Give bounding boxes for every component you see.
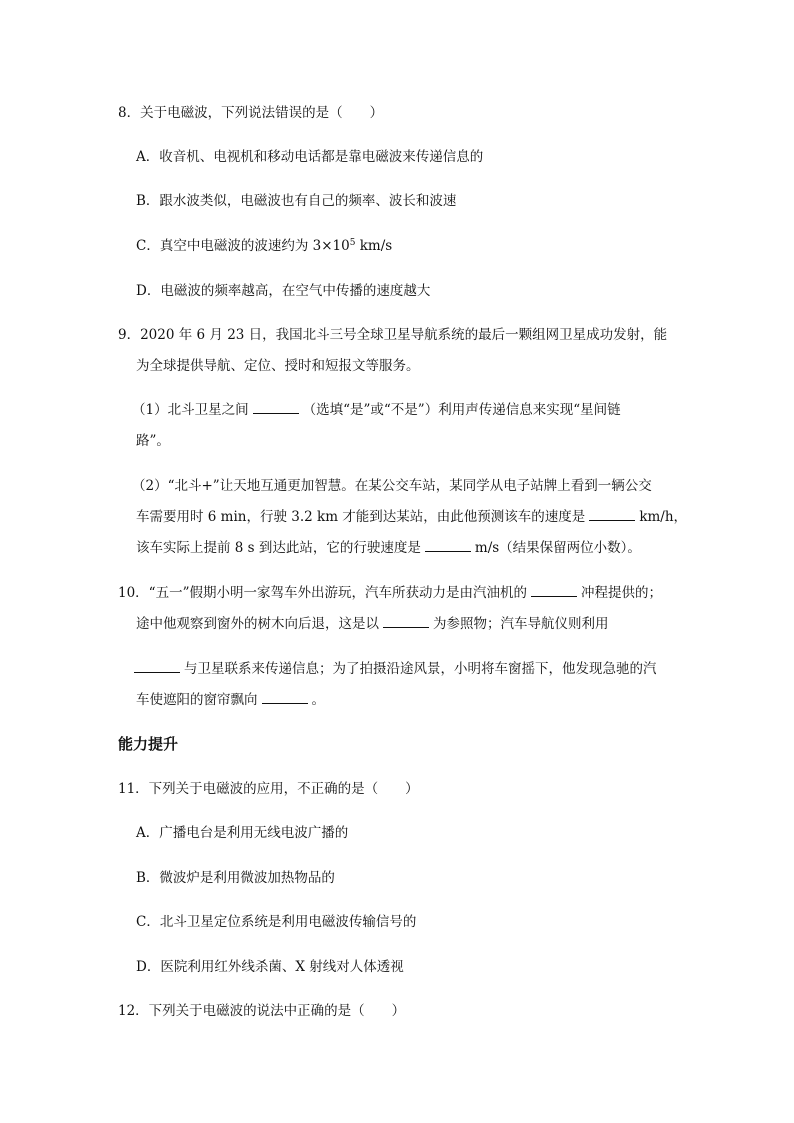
question-11-option-b: B．微波炉是利用微波加热物品的 bbox=[136, 870, 335, 886]
part2-text-d: m/s（结果保留两位小数）。 bbox=[474, 540, 641, 556]
option-c-text: C．真空中电磁波的波速约为 3×10 bbox=[136, 238, 350, 254]
answer-blank bbox=[531, 584, 577, 597]
answer-blank bbox=[253, 401, 299, 414]
question-10-line4 bbox=[136, 691, 325, 709]
question-9-part2-line1: （2）“北斗+”让天地互通更加智慧。在某公交车站，某同学从电子站牌上看到一辆公交 bbox=[132, 478, 652, 494]
q10-text-g: 。 bbox=[311, 692, 325, 708]
answer-blank bbox=[134, 660, 180, 673]
part1-text-b: （选填“是”或“不是”）利用声传递信息来实现“星间链 bbox=[302, 402, 621, 418]
answer-blank bbox=[589, 508, 635, 521]
q10-text-b: 冲程提供的； bbox=[580, 585, 662, 601]
question-8-option-a: A．收音机、电视机和移动电话都是靠电磁波来传递信息的 bbox=[136, 149, 484, 165]
part1-text-a: （1）北斗卫星之间 bbox=[132, 402, 249, 418]
question-9-part1-line1 bbox=[132, 401, 621, 419]
question-12-stem: 12．下列关于电磁波的说法中正确的是（ ） bbox=[118, 1003, 406, 1019]
question-9-part2-line3 bbox=[136, 539, 641, 557]
q10-text-e: 与卫星联系来传递信息；为了拍摄沿途风景，小明将车窗摇下，他发现急驰的汽 bbox=[184, 661, 657, 677]
question-11-stem: 11．下列关于电磁波的应用，不正确的是（ ） bbox=[118, 781, 419, 797]
question-9-stem-line2: 为全球提供导航、定位、授时和短报文等服务。 bbox=[136, 358, 420, 374]
option-c-unit: km/s bbox=[355, 238, 393, 254]
exponent: 5 bbox=[349, 238, 356, 248]
question-9-stem-line1: 9．2020 年 6 月 23 日，我国北斗三号全球卫星导航系统的最后一颗组网卫星成功发射，能 bbox=[118, 327, 668, 343]
question-11-option-a: A．广播电台是利用无线电波广播的 bbox=[136, 825, 349, 841]
question-9-part1-line2: 路”。 bbox=[136, 433, 170, 449]
answer-blank bbox=[383, 615, 429, 628]
part2-text-c: 该车实际上提前 8 s 到达此站，它的行驶速度是 bbox=[136, 540, 421, 556]
question-8-option-d: D．电磁波的频率越高，在空气中传播的速度越大 bbox=[136, 283, 431, 299]
part2-text-b: km/h， bbox=[639, 509, 688, 525]
q10-text-a: 10．“五一”假期小明一家驾车外出游玩，汽车所获动力是由汽油机的 bbox=[118, 585, 527, 601]
section-title: 能力提升 bbox=[118, 735, 179, 753]
q10-text-d: 为参照物；汽车导航仪则利用 bbox=[433, 616, 609, 632]
question-8-option-c bbox=[136, 237, 392, 255]
question-8-option-b: B．跟水波类似，电磁波也有自己的频率、波长和波速 bbox=[136, 193, 457, 209]
q10-text-f: 车使遮阳的窗帘飘向 bbox=[136, 692, 258, 708]
question-8-stem: 8．关于电磁波，下列说法错误的是（ ） bbox=[118, 105, 384, 121]
answer-blank bbox=[262, 691, 308, 704]
question-9-part2-line2 bbox=[136, 508, 687, 526]
question-10-line1 bbox=[118, 584, 662, 602]
part2-text-a: 车需要用时 6 min，行驶 3.2 km 才能到达某站，由此他预测该车的速度是 bbox=[136, 509, 586, 525]
question-10-line2 bbox=[136, 615, 609, 633]
question-11-option-c: C．北斗卫星定位系统是利用电磁波传输信号的 bbox=[136, 914, 417, 930]
question-11-option-d: D．医院利用红外线杀菌、X 射线对人体透视 bbox=[136, 959, 404, 975]
q10-text-c: 途中他观察到窗外的树木向后退，这是以 bbox=[136, 616, 379, 632]
answer-blank bbox=[425, 539, 471, 552]
question-10-line3 bbox=[130, 660, 657, 678]
